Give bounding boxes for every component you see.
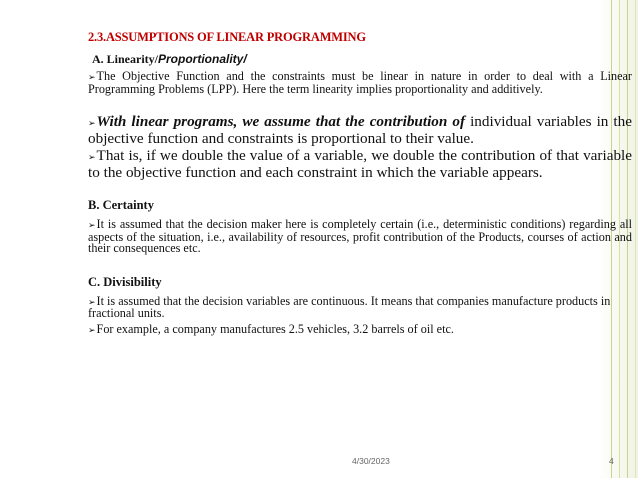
section-c-paragraph-2: ➢For example, a company manufactures 2.5 vehicles, 3.2 barrels of oil etc. <box>88 321 454 336</box>
footer-date: 4/30/2023 <box>352 456 390 466</box>
section-a-label-italic: Proportionality/ <box>158 52 247 66</box>
section-c-paragraph-1: ➢It is assumed that the decision variables are continuous. It means that companies manufacture products in fractional units. <box>88 293 611 320</box>
bullet-arrow-icon: ➢ <box>88 324 96 335</box>
section-a-paragraph-2: ➢With linear programs, we assume that the contribution of individual variables in the objective function and constraints is proportional to their value. <box>88 113 632 147</box>
bullet-arrow-icon: ➢ <box>88 152 96 162</box>
slide-content <box>88 30 632 336</box>
decorative-line <box>635 0 636 478</box>
section-a-paragraph-1: ➢The Objective Function and the constraints must be linear in nature in order to deal with a Linear Programming Problems (LPP). Here the term linearity implies proportionality and additively. <box>88 69 632 96</box>
bullet-arrow-icon: ➢ <box>88 118 96 128</box>
bullet-arrow-icon: ➢ <box>88 72 96 82</box>
emphasis-text: With linear programs, we assume that the contribution of <box>96 113 466 130</box>
bullet-arrow-icon: ➢ <box>88 220 96 230</box>
bullet-arrow-icon: ➢ <box>88 296 96 307</box>
footer-page-number: 4 <box>609 456 614 466</box>
section-b-paragraph-1: ➢It is assumed that the decision maker here is completely certain (i.e., deterministic conditions) regarding all aspects of the situation, i.e., availability of resources, profit contribution of the Products, courses of action and their consequences etc. <box>88 217 632 255</box>
section-a-heading <box>92 52 632 67</box>
section-a-label: A. Linearity/ <box>92 52 158 66</box>
section-c-heading: C. Divisibility <box>88 274 162 289</box>
section-b-heading: B. Certainty <box>88 198 154 212</box>
section-a-paragraph-3: ➢That is, if we double the value of a variable, we double the contribution of that variable to the objective function and each constraint in which the variable appears. <box>88 147 632 181</box>
slide-title: 2.3.ASSUMPTIONS OF LINEAR PROGRAMMING <box>88 30 366 44</box>
